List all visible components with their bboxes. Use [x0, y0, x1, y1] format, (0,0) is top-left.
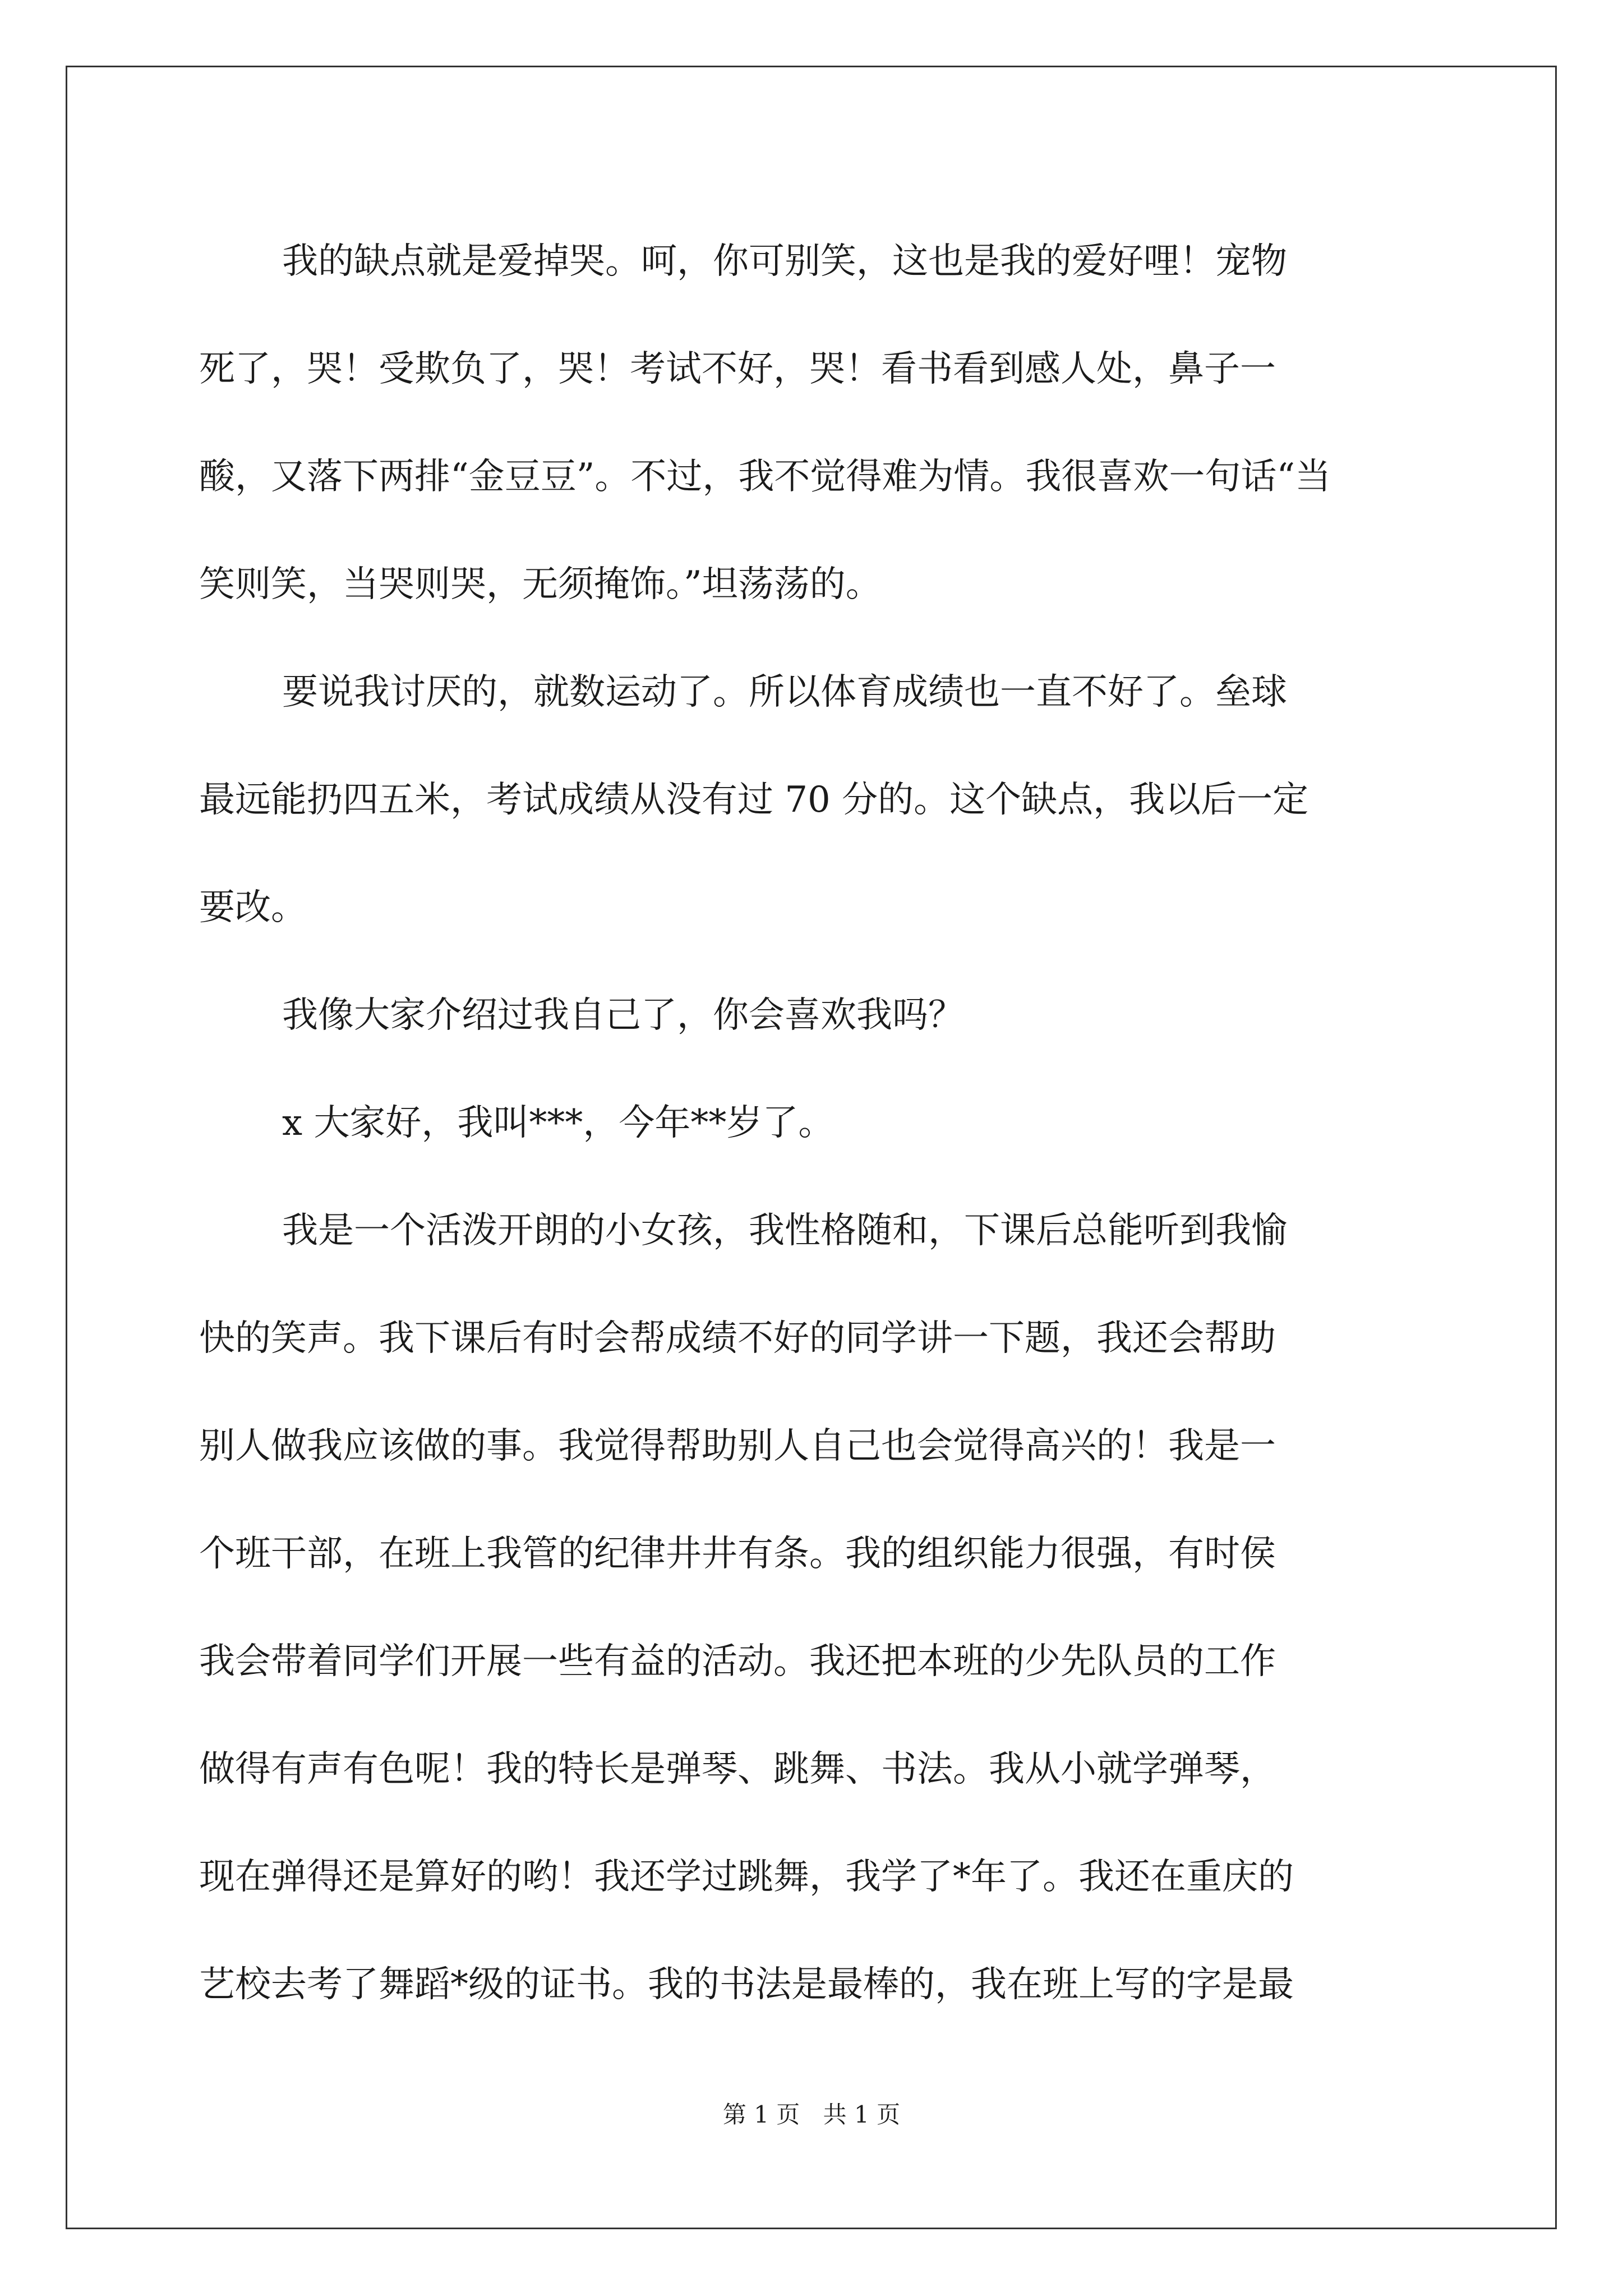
text-line-5: 要说我讨厌的，就数运动了。所以体育成绩也一直不好了。垒球	[282, 671, 1287, 713]
text-line-11: 快的笑声。我下课后有时会帮成绩不好的同学讲一下题，我还会帮助	[199, 1318, 1276, 1359]
text-line-3: 酸，又落下两排“金豆豆”。不过，我不觉得难为情。我很喜欢一句话“当	[199, 456, 1331, 498]
page-footer	[0, 2098, 1623, 2132]
text-line-17: 艺校去考了舞蹈*级的证书。我的书法是最棒的，我在班上写的字是最	[199, 1964, 1294, 2005]
text-line-16: 现在弹得还是算好的哟！我还学过跳舞，我学了*年了。我还在重庆的	[199, 1856, 1294, 1898]
text-line-9: x 大家好，我叫***，今年**岁了。	[282, 1102, 834, 1144]
text-line-2: 死了，哭！受欺负了，哭！考试不好，哭！看书看到感人处，鼻子一	[199, 348, 1276, 390]
text-line-1: 我的缺点就是爱掉哭。呵，你可别笑，这也是我的爱好哩！宠物	[282, 241, 1287, 282]
text-line-15: 做得有声有色呢！我的特长是弹琴、跳舞、书法。我从小就学弹琴，	[199, 1749, 1276, 1790]
text-line-8: 我像大家介绍过我自己了，你会喜欢我吗？	[282, 995, 964, 1036]
text-line-7: 要改。	[199, 887, 307, 928]
document-body	[199, 208, 1427, 2039]
page-total: 共 1 页	[823, 2101, 901, 2128]
text-line-13: 个班干部，在班上我管的纪律井井有条。我的组织能力很强，有时侯	[199, 1533, 1276, 1575]
text-line-4: 笑则笑，当哭则哭，无须掩饰。”坦荡荡的。	[199, 564, 882, 605]
page-number: 第 1 页	[722, 2101, 800, 2128]
text-line-12: 别人做我应该做的事。我觉得帮助别人自己也会觉得高兴的！我是一	[199, 1425, 1276, 1467]
text-line-10: 我是一个活泼开朗的小女孩，我性格随和，下课后总能听到我愉	[282, 1210, 1287, 1251]
text-line-14: 我会带着同学们开展一些有益的活动。我还把本班的少先队员的工作	[199, 1641, 1276, 1682]
text-line-6: 最远能扔四五米，考试成绩从没有过 70 分的。这个缺点，我以后一定	[199, 779, 1309, 821]
